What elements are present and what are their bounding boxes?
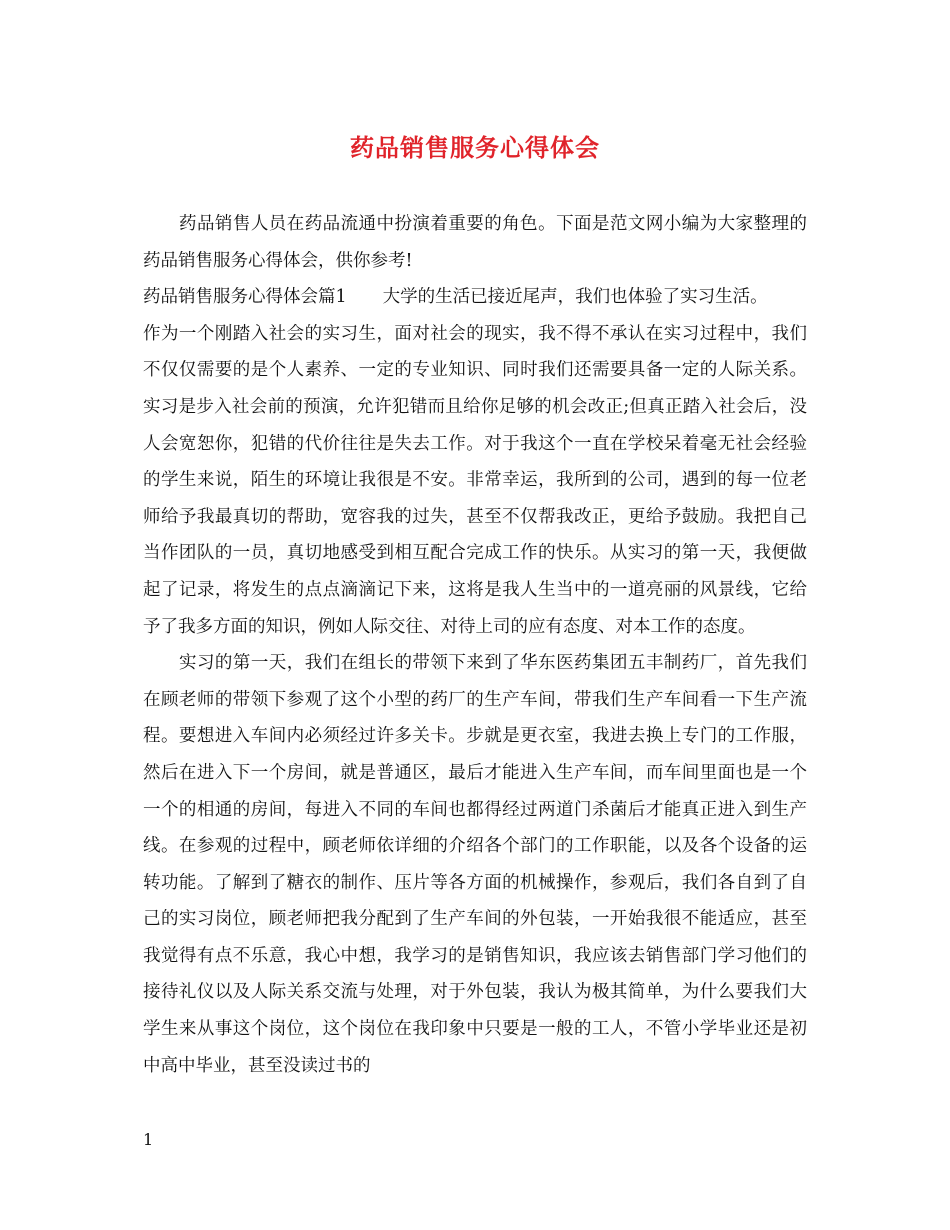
section-heading: 药品销售服务心得体会篇1	[143, 287, 347, 308]
paragraph-2: 实习的第一天，我们在组长的带领下来到了华东医药集团五丰制药厂，首先我们在顾老师的带领下参观了这个小型的药厂的生产车间，带我们生产车间看一下生产流程。要想进入车间内必须经过许多关卡。步就是更衣室，我进去换上专门的工作服，然后在进入下一个房间，就是普通区，最后才能进入生产车间，而车间里面也是一个一个的相通的房间，每进入不同的车间也都得经过两道门杀菌后才能真正进入到生产线。在参观的过程中，顾老师依详细的介绍各个部门的工作职能，以及各个设备的运转功能。了解到了糖衣的制作、压片等各方面的机械操作，参观后，我们各自到了自己的实习岗位，顾老师把我分配到了生产车间的外包装，一开始我很不能适应，甚至我觉得有点不乐意，我心中想，我学习的是销售知识，我应该去销售部门学习他们的接待礼仪以及人际关系交流与处理，对于外包装，我认为极其简单，为什么要我们大学生来从事这个岗位，这个岗位在我印象中只要是一般的工人，不管小学毕业还是初中高中毕业，甚至没读过书的	[143, 653, 807, 1076]
page-number: 1	[143, 1130, 154, 1149]
paragraph-1: 作为一个刚踏入社会的实习生，面对社会的现实，我不得不承认在实习过程中，我们不仅仅需要的是个人素养、一定的专业知识、同时我们还需要具备一定的人际关系。实习是步入社会前的预演，允许犯错而且给你足够的机会改正;但真正踏入社会后，没人会宽恕你，犯错的代价往往是失去工作。对于我这个一直在学校呆着毫无社会经验的学生来说，陌生的环境让我很是不安。非常幸运，我所到的公司，遇到的每一位老师给予我最真切的帮助，宽容我的过失，甚至不仅帮我改正，更给予鼓励。我把自己当作团队的一员，真切地感受到相互配合完成工作的快乐。从实习的第一天，我便做起了记录，将发生的点点滴滴记下来，这将是我人生当中的一道亮丽的风景线，它给予了我多方面的知识，例如人际交往、对待上司的应有态度、对本工作的态度。	[143, 323, 807, 637]
section-heading-line	[143, 279, 807, 316]
document-body	[143, 206, 807, 1084]
intro-paragraph: 药品销售人员在药品流通中扮演着重要的角色。下面是范文网小编为大家整理的药品销售服务心得体会，供你参考!	[143, 214, 807, 271]
document-title: 药品销售服务心得体会	[350, 133, 600, 162]
section-first-line: 大学的生活已接近尾声，我们也体验了实习生活。	[382, 287, 768, 308]
